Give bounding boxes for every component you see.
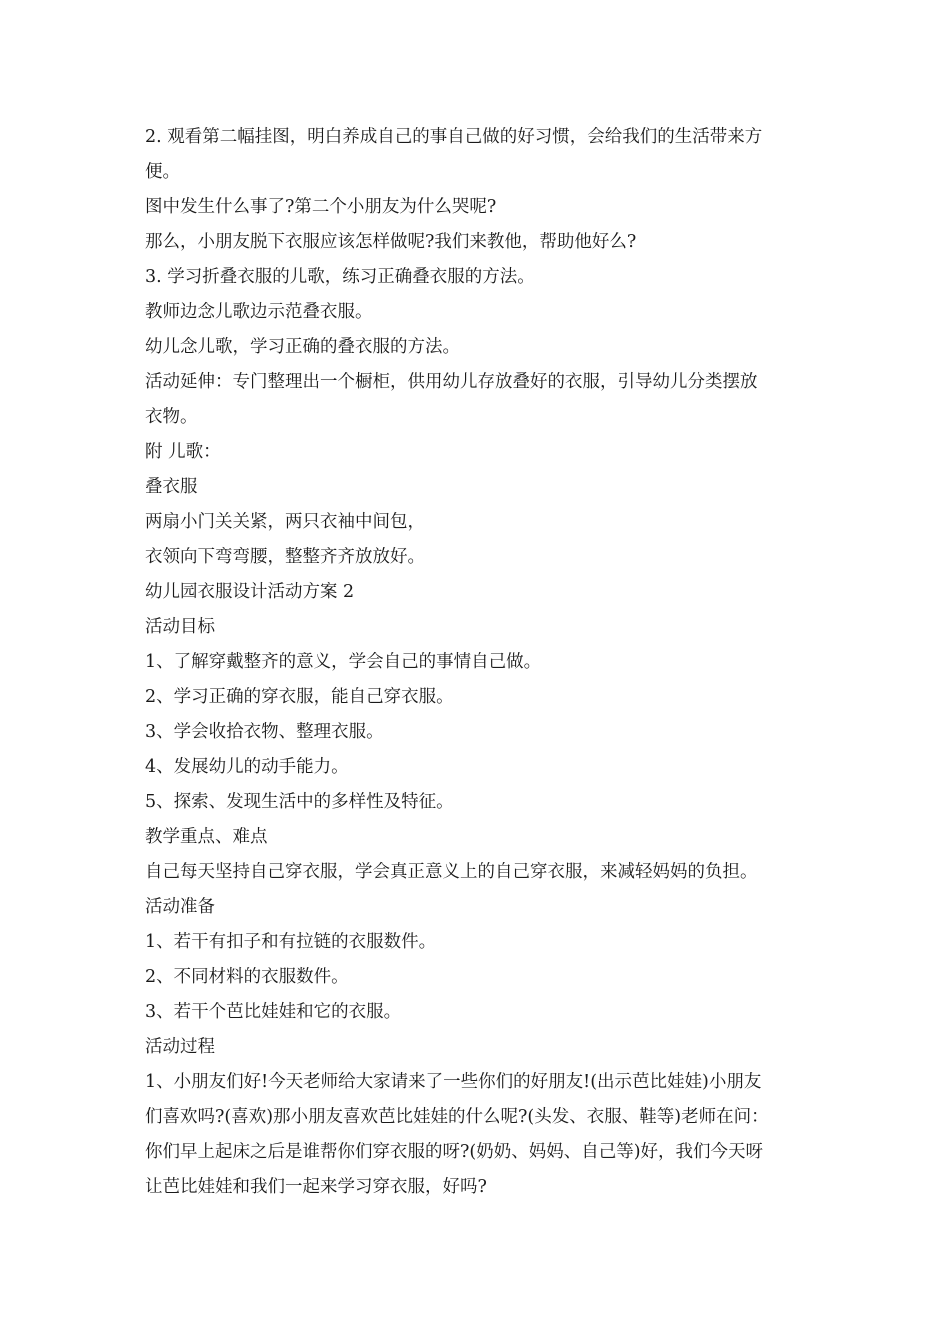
text-line: 们喜欢吗?(喜欢)那小朋友喜欢芭比娃娃的什么呢?(头发、衣服、鞋等)老师在问： [145,1107,769,1127]
text-line: 衣物。 [145,407,198,427]
document-page [145,120,810,1205]
poem-line: 两扇小门关关紧，两只衣袖中间包， [145,512,425,532]
text-line: 那么，小朋友脱下衣服应该怎样做呢?我们来教他，帮助他好么? [145,232,637,252]
text-line: 1、小朋友们好!今天老师给大家请来了一些你们的好朋友!(出示芭比娃娃)小朋友 [145,1072,762,1092]
text-line: 幼儿念儿歌，学习正确的叠衣服的方法。 [145,337,460,357]
list-item: 2、学习正确的穿衣服，能自己穿衣服。 [145,687,454,707]
list-item: 3、若干个芭比娃娃和它的衣服。 [145,1002,402,1022]
text-line: 附 儿歌： [145,442,221,462]
section-heading: 活动目标 [145,617,215,637]
text-line: 教师边念儿歌边示范叠衣服。 [145,302,373,322]
text-line: 便。 [145,162,180,182]
text-line: 让芭比娃娃和我们一起来学习穿衣服，好吗? [145,1177,487,1197]
list-item: 3、学会收拾衣物、整理衣服。 [145,722,384,742]
list-item: 5、探索、发现生活中的多样性及特征。 [145,792,454,812]
section-title: 幼儿园衣服设计活动方案 2 [145,582,355,602]
poem-title: 叠衣服 [145,477,198,497]
section-heading: 活动过程 [145,1037,215,1057]
text-line: 你们早上起床之后是谁帮你们穿衣服的呀?(奶奶、妈妈、自己等)好，我们今天呀 [145,1142,764,1162]
text-line: 自己每天坚持自己穿衣服，学会真正意义上的自己穿衣服，来减轻妈妈的负担。 [145,862,758,882]
list-item: 1、若干有扣子和有拉链的衣服数件。 [145,932,437,952]
text-line: 3. 学习折叠衣服的儿歌，练习正确叠衣服的方法。 [145,267,535,287]
text-line: 图中发生什么事了?第二个小朋友为什么哭呢? [145,197,497,217]
text-line: 活动延伸：专门整理出一个橱柜，供用幼儿存放叠好的衣服，引导幼儿分类摆放 [145,372,758,392]
section-heading: 教学重点、难点 [145,827,268,847]
poem-line: 衣领向下弯弯腰，整整齐齐放放好。 [145,547,425,567]
list-item: 2、不同材料的衣服数件。 [145,967,349,987]
text-line: 2. 观看第二幅挂图，明白养成自己的事自己做的好习惯，会给我们的生活带来方 [145,127,763,147]
list-item: 4、发展幼儿的动手能力。 [145,757,349,777]
list-item: 1、了解穿戴整齐的意义，学会自己的事情自己做。 [145,652,542,672]
section-heading: 活动准备 [145,897,215,917]
